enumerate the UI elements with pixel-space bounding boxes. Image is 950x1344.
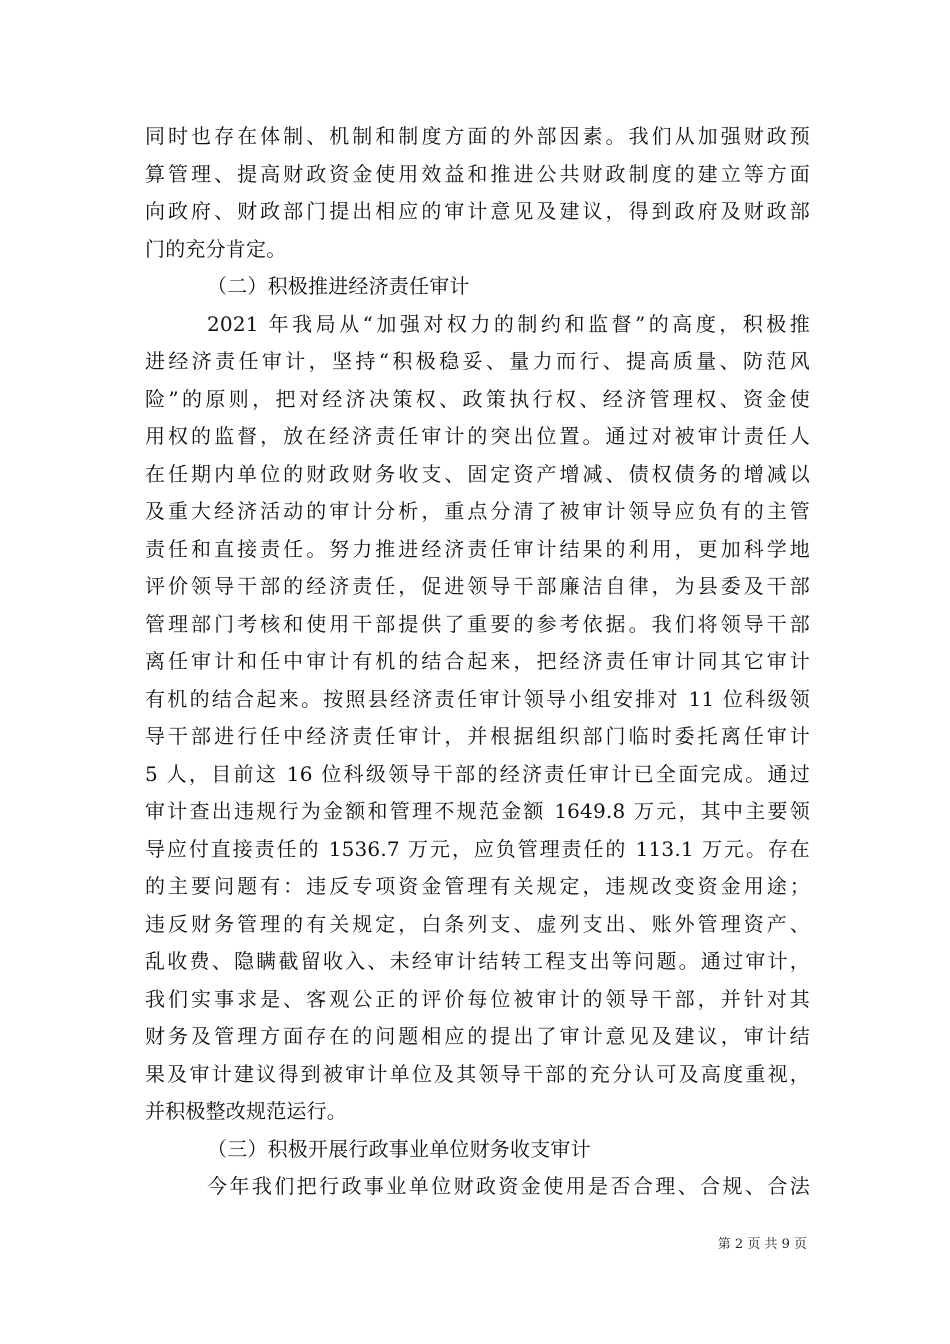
paragraph-line: 我们实事求是、客观公正的评价每位被审计的领导干部，并针对其 bbox=[145, 986, 810, 1011]
paragraph-line: 进经济责任审计，坚持“积极稳妥、量力而行、提高质量、防范风 bbox=[145, 349, 810, 373]
paragraph-line: 用权的监督，放在经济责任审计的突出位置。通过对被审计责任人 bbox=[145, 424, 810, 448]
section-heading: （三）积极开展行政事业单位财务收支审计 bbox=[207, 1136, 591, 1161]
paragraph-line: 责任和直接责任。努力推进经济责任审计结果的利用，更加科学地 bbox=[145, 536, 810, 561]
paragraph-line: 同时也存在体制、机制和制度方面的外部因素。我们从加强财政预 bbox=[145, 124, 810, 148]
paragraph-line: 有机的结合起来。按照县经济责任审计领导小组安排对 11 位科级领 bbox=[145, 686, 810, 711]
paragraph-line: 今年我们把行政事业单位财政资金使用是否合理、合规、合法 bbox=[207, 1174, 810, 1198]
paragraph-line: 评价领导干部的经济责任，促进领导干部廉洁自律，为县委及干部 bbox=[145, 574, 810, 598]
paragraph-line: 导干部进行任中经济责任审计，并根据组织部门临时委托离任审计 bbox=[145, 724, 810, 748]
paragraph-line: 门的充分肯定。 bbox=[145, 236, 287, 261]
paragraph-line: 向政府、财政部门提出相应的审计意见及建议，得到政府及财政部 bbox=[145, 199, 810, 223]
paragraph-line: 财务及管理方面存在的问题相应的提出了审计意见及建议，审计结 bbox=[145, 1024, 810, 1048]
paragraph-line: 乱收费、隐瞒截留收入、未经审计结转工程支出等问题。通过审计， bbox=[145, 949, 810, 973]
document-body bbox=[145, 118, 810, 1206]
page-number-footer: 第 2 页 共 9 页 bbox=[717, 1237, 807, 1252]
paragraph-line: 的主要问题有：违反专项资金管理有关规定，违规改变资金用途； bbox=[145, 874, 810, 898]
paragraph-line: 导应付直接责任的 1536.7 万元，应负管理责任的 113.1 万元。存在 bbox=[145, 836, 810, 861]
section-heading: （二）积极推进经济责任审计 bbox=[207, 274, 470, 298]
paragraph-line: 险”的原则，把对经济决策权、政策执行权、经济管理权、资金使 bbox=[145, 386, 810, 411]
paragraph-line: 2021 年我局从“加强对权力的制约和监督”的高度，积极推 bbox=[207, 311, 810, 336]
paragraph-line: 及重大经济活动的审计分析，重点分清了被审计领导应负有的主管 bbox=[145, 499, 810, 523]
paragraph-line: 5 人，目前这 16 位科级领导干部的经济责任审计已全面完成。通过 bbox=[145, 761, 810, 786]
paragraph-line: 并积极整改规范运行。 bbox=[145, 1099, 347, 1123]
paragraph-line: 离任审计和任中审计有机的结合起来，把经济责任审计同其它审计 bbox=[145, 649, 810, 673]
paragraph-line: 违反财务管理的有关规定，白条列支、虚列支出、账外管理资产、 bbox=[145, 911, 810, 936]
paragraph-line: 果及审计建议得到被审计单位及其领导干部的充分认可及高度重视， bbox=[145, 1061, 810, 1086]
paragraph-line: 在任期内单位的财政财务收支、固定资产增减、债权债务的增减以 bbox=[145, 461, 810, 486]
paragraph-line: 算管理、提高财政资金使用效益和推进公共财政制度的建立等方面 bbox=[145, 161, 810, 186]
paragraph-line: 管理部门考核和使用干部提供了重要的参考依据。我们将领导干部 bbox=[145, 611, 810, 636]
paragraph-line: 审计查出违规行为金额和管理不规范金额 1649.8 万元，其中主要领 bbox=[145, 799, 810, 823]
